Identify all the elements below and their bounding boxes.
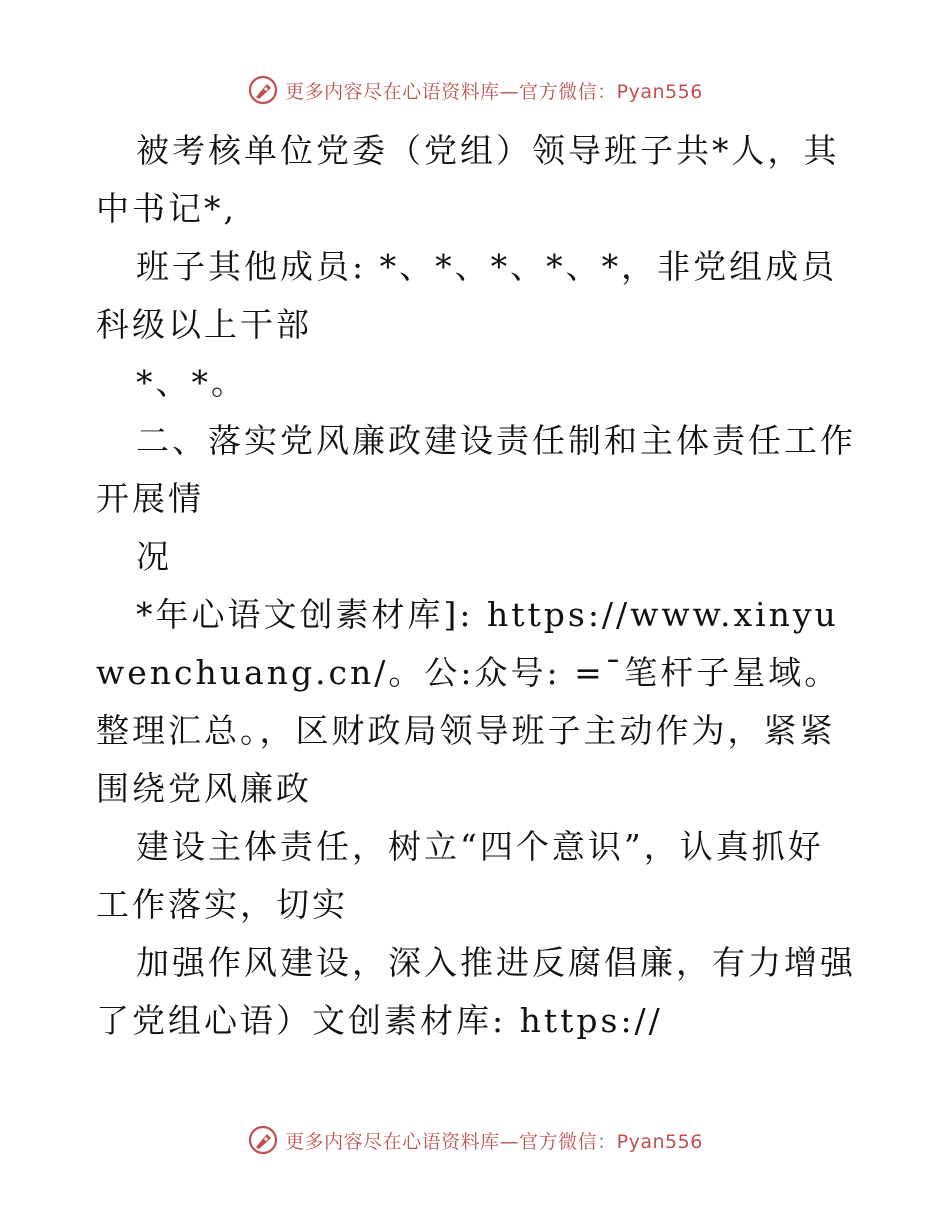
paragraph-3: *、*。 <box>136 363 247 402</box>
paragraph-1: 被考核单位党委（党组）领导班子共*人，其中书记*, <box>96 131 840 228</box>
paragraph-2: 班子其他成员: *、*、*、*、*，非党组成员科级以上干部 <box>96 247 838 344</box>
paragraph-7: 建设主体责任，树立“四个意识”，认真抓好工作落实，切实 <box>96 827 824 924</box>
header-watermark-banner <box>0 70 950 110</box>
paragraph-5: 况 <box>136 537 172 576</box>
header-banner-text: 更多内容尽在心语资料库—官方微信：Pyan556 <box>285 80 703 103</box>
pen-nib-logo-icon <box>247 1124 279 1156</box>
footer-watermark-banner <box>0 1120 950 1160</box>
paragraph-6: *年心语文创素材库]: https://www.xinyuwenchuang.cn/。公:众号: =¯笔杆子星域。整理汇总。，区财政局领导班子主动作为，紧紧围绕党风廉政 <box>96 595 841 808</box>
footer-banner-text: 更多内容尽在心语资料库—官方微信：Pyan556 <box>285 1130 703 1153</box>
paragraph-4-section-heading: 二、落实党风廉政建设责任制和主体责任工作开展情 <box>96 421 856 518</box>
document-body <box>96 122 856 1050</box>
paragraph-8: 加强作风建设，深入推进反腐倡廉，有力增强了党组心语）文创素材库: https:// <box>96 943 856 1040</box>
pen-nib-logo-icon <box>247 74 279 106</box>
